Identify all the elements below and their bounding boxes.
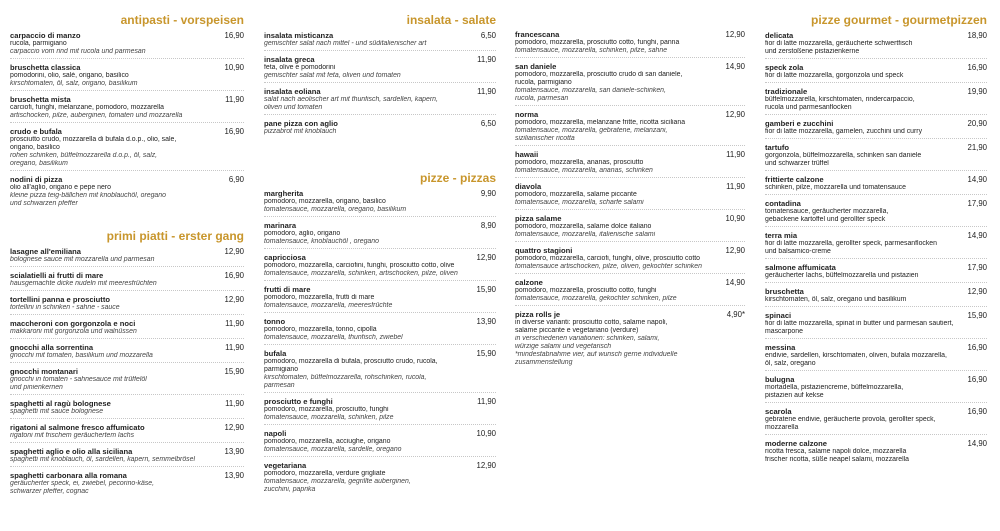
menu-item xyxy=(515,278,745,306)
menu-item xyxy=(765,175,987,195)
menu-item xyxy=(515,62,745,106)
dish-description: pomodoro, mozzarella, prosciutto cotto, funghi xyxy=(515,287,657,294)
dish-description: pomodoro, mozzarella, carciofi, funghi, olive, prosciutto cotto xyxy=(515,255,700,262)
dish-name: capricciosa xyxy=(264,253,306,262)
dish-name: diavola xyxy=(515,182,542,191)
dish-price: 16,90 xyxy=(967,375,987,384)
dish-price: 4,90* xyxy=(726,310,745,319)
dish-description: schinken, pilze, mozzarella und tomatensauce xyxy=(765,184,906,191)
menu-item xyxy=(515,246,745,274)
dish-price: 13,90 xyxy=(476,317,496,326)
dish-price: 11,90 xyxy=(477,55,496,64)
dish-translation: parmesan xyxy=(264,382,295,389)
dish-name: spaghetti al ragù bolognese xyxy=(10,399,111,408)
menu-item xyxy=(765,407,987,435)
dish-translation: spaghetti mit sauce bolognese xyxy=(10,408,104,415)
dish-price: 6,50 xyxy=(480,31,496,40)
dish-translation: tomatensauce, mozzarella, italienische salami xyxy=(515,231,656,238)
dish-name: maccheroni con gorgonzola e noci xyxy=(10,319,136,328)
dish-price: 12,90 xyxy=(725,246,745,255)
dish-translation: gemischter salat mit feta, oliven und tomaten xyxy=(264,72,401,79)
dish-price: 16,90 xyxy=(224,127,244,136)
dish-description: gebackene kartoffel und gerollter speck xyxy=(765,216,886,223)
menu-section xyxy=(264,14,496,142)
dish-description: fior di latte mozzarella, gorgonzola und speck xyxy=(765,72,904,79)
menu-item xyxy=(10,127,244,171)
dish-description: fior di latte mozzarella, gerollter speck, parmesanflocken xyxy=(765,240,937,247)
dish-price: 20,90 xyxy=(967,119,987,128)
dish-description: pomodoro, mozzarella, acciughe, origano xyxy=(264,438,391,445)
menu-item xyxy=(264,461,496,496)
dish-name: pizza salame xyxy=(515,214,562,223)
dish-description: feta, olive e pomodorini xyxy=(264,64,336,71)
dish-description: öl, salz, oregano xyxy=(765,360,816,367)
dish-price: 16,90 xyxy=(967,343,987,352)
dish-description: büffelmozzarella, kirschtomaten, rindercarpaccio, xyxy=(765,96,915,103)
dish-price: 21,90 xyxy=(967,143,987,152)
dish-name: insalata eoliana xyxy=(264,87,321,96)
dish-price: 12,90 xyxy=(967,287,987,296)
dish-name: rigatoni al salmone fresco affumicato xyxy=(10,423,145,432)
dish-translation: tomatensauce, mozzarella, gebratene, melanzani, xyxy=(515,127,668,134)
dish-name: pane pizza con aglio xyxy=(264,119,338,128)
dish-translation: tomatensauce, mozzarella, oregano, basilikum xyxy=(264,206,407,213)
dish-price: 12,90 xyxy=(224,247,244,256)
dish-name: carpaccio di manzo xyxy=(10,31,81,40)
dish-name: scialatielli ai frutti di mare xyxy=(10,271,104,280)
dish-price: 13,90 xyxy=(224,447,244,456)
dish-description: carciofi, funghi, melanzane, pomodoro, mozzarella xyxy=(10,104,164,111)
dish-name: tartufo xyxy=(765,143,790,152)
dish-translation: in verschiedenen variationen: schinken, salami, xyxy=(515,335,660,342)
dish-name: crudo e bufala xyxy=(10,127,62,136)
dish-translation: zucchini, paprika xyxy=(264,486,316,493)
dish-description: pomodoro, mozzarella, verdure grigliate xyxy=(264,470,386,477)
dish-name: spinaci xyxy=(765,311,792,320)
dish-name: gnocchi alla sorrentina xyxy=(10,343,94,352)
dish-price: 12,90 xyxy=(725,30,745,39)
dish-name: insalata misticanza xyxy=(264,31,334,40)
dish-name: lasagne all'emiliana xyxy=(10,247,82,256)
dish-description: geräucherter lachs, büffelmozzarella und pistazien xyxy=(765,272,919,279)
dish-name: calzone xyxy=(515,278,543,287)
dish-name: francescana xyxy=(515,30,560,39)
dish-description: mascarpone xyxy=(765,328,803,335)
menu-item xyxy=(765,375,987,403)
section-title: primi piatti - erster gang xyxy=(106,229,244,243)
menu-item xyxy=(765,143,987,171)
dish-translation: oregano, basilikum xyxy=(10,160,68,167)
dish-translation: geräucherter speck, ei, zwiebel, pecorino-käse, xyxy=(10,480,155,487)
dish-translation: tomatensauce, mozzarella, ananas, schinken xyxy=(515,167,653,174)
dish-name: bulugna xyxy=(765,375,795,384)
dish-price: 16,90 xyxy=(967,63,987,72)
dish-description: pomodoro, mozzarella, prosciutto cotto, funghi, panna xyxy=(515,39,680,46)
dish-description: olio all'aglio, origano e pepe nero xyxy=(10,184,111,191)
dish-translation: carpaccio vom rind mit rucola und parmesan xyxy=(10,48,146,55)
dish-translation: salat nach aeolischer art mit thunfisch, sardellen, kapern, xyxy=(264,96,438,103)
dish-description: salame piccante e vegetariano (verdure) xyxy=(515,327,639,334)
dish-price: 14,90 xyxy=(967,231,987,240)
dish-translation: tomatensauce, mozzarella, meeresfrüchte xyxy=(264,302,393,309)
section-title: pizze gourmet - gourmetpizzen xyxy=(810,13,987,27)
dish-description: origano, basilico xyxy=(10,144,60,151)
dish-name: moderne calzone xyxy=(765,439,828,448)
dish-price: 10,90 xyxy=(725,214,745,223)
menu-section xyxy=(10,14,244,214)
menu-item xyxy=(515,30,745,58)
menu-item xyxy=(515,310,745,369)
menu-item xyxy=(10,247,244,267)
dish-name: tradizionale xyxy=(765,87,808,96)
menu-item xyxy=(10,95,244,123)
menu-item xyxy=(765,119,987,139)
dish-name: norma xyxy=(515,110,539,119)
dish-description: prosciutto crudo, mozzarella di bufala d.o.p., olio, sale, xyxy=(10,136,177,143)
dish-price: 15,90 xyxy=(967,311,987,320)
dish-name: gnocchi montanari xyxy=(10,367,78,376)
dish-translation: bolognese sauce mit mozzarella und parmesan xyxy=(10,256,155,263)
dish-price: 11,90 xyxy=(477,87,496,96)
dish-translation: kirschtomaten, büffelmozzarella, rohschinken, rucola, xyxy=(264,374,427,381)
dish-description: pomodoro, mozzarella, origano, basilico xyxy=(264,198,386,205)
dish-translation: und schwarzen pfeffer xyxy=(10,200,78,207)
dish-description: rucola, parmigiano xyxy=(10,40,67,47)
dish-price: 11,90 xyxy=(225,399,244,408)
menu-item xyxy=(10,423,244,443)
dish-translation: tomatensauce, mozzarella, thunfisch, zwiebel xyxy=(264,334,403,341)
dish-description: fior di latte mozzarella, spinat in butter und parmesan sautiert, xyxy=(765,320,954,327)
dish-translation: spaghetti mit knoblauch, öl, sardellen, kapern, semmelbrösel xyxy=(10,456,195,463)
dish-description: tomatensauce, geräucherter mozzarella, xyxy=(765,208,889,215)
menu-item xyxy=(765,231,987,259)
dish-translation: gemischter salat nach mittel - und süditalienischer art xyxy=(264,40,427,47)
dish-name: napoli xyxy=(264,429,287,438)
dish-translation: hausgemachte dicke nudeln mit meeresfrüchten xyxy=(10,280,157,287)
dish-description: und balsamico-creme xyxy=(765,248,831,255)
dish-description: mortadella, pistaziencreme, büffelmozzarella, xyxy=(765,384,904,391)
menu-item xyxy=(765,263,987,283)
dish-translation: sizilianischer ricotta xyxy=(515,135,575,142)
dish-name: vegetariana xyxy=(264,461,307,470)
menu-item xyxy=(515,110,745,146)
dish-name: bruschetta xyxy=(765,287,804,296)
menu-item xyxy=(765,287,987,307)
dish-price: 15,90 xyxy=(476,349,496,358)
dish-description: gebratene endivie, geräucherte provola, gerollter speck, xyxy=(765,416,936,423)
dish-name: scarola xyxy=(765,407,792,416)
dish-translation: tomatensauce, mozzarella, gekochter schinken, pilze xyxy=(515,295,677,302)
dish-description: pomodorini, olio, salé, origano, basilico xyxy=(10,72,129,79)
dish-name: tortellini panna e prosciutto xyxy=(10,295,110,304)
menu-item xyxy=(264,119,496,138)
dish-description: fior di latte mozzarella, garnelen, zucchini und curry xyxy=(765,128,923,135)
dish-translation: *mindestabnahme vier, auf wunsch gerne individuelle xyxy=(515,351,678,358)
menu-item xyxy=(515,214,745,242)
dish-translation: artischocken, pilze, auberginen, tomaten und mozzarella xyxy=(10,112,183,119)
menu-item xyxy=(264,317,496,345)
section-title: insalata - salate xyxy=(406,13,496,27)
dish-translation: tomatensauce, mozzarella, gegrillte auberginen, xyxy=(264,478,411,485)
dish-translation: tortellini in schinken - sahne - sauce xyxy=(10,304,120,311)
dish-price: 12,90 xyxy=(476,253,496,262)
dish-name: bufala xyxy=(264,349,287,358)
dish-name: spaghetti aglio e olio alla siciliana xyxy=(10,447,133,456)
dish-price: 12,90 xyxy=(224,295,244,304)
menu-item xyxy=(264,221,496,249)
menu-item xyxy=(10,31,244,59)
dish-name: messina xyxy=(765,343,796,352)
dish-price: 9,90 xyxy=(480,189,496,198)
dish-price: 6,90 xyxy=(228,175,244,184)
menu-item xyxy=(10,295,244,315)
menu-section xyxy=(765,14,987,470)
dish-translation: gnocchi in tomaten - sahnesauce mit trüffelöl xyxy=(10,376,147,383)
dish-description: und zerstoßene pistazienkerne xyxy=(765,48,860,55)
dish-translation: kleine pizza teig-bällchen mit knoblauchöl, oregano xyxy=(10,192,166,199)
dish-name: bruschetta mista xyxy=(10,95,71,104)
dish-price: 11,90 xyxy=(225,343,244,352)
dish-description: pomodoro, mozzarella, tonno, cipolla xyxy=(264,326,377,333)
dish-price: 14,90 xyxy=(967,439,987,448)
dish-name: pizza rolls je xyxy=(515,310,561,319)
dish-name: delicata xyxy=(765,31,794,40)
dish-name: hawaii xyxy=(515,150,539,159)
dish-price: 16,90 xyxy=(224,31,244,40)
dish-name: salmone affumicata xyxy=(765,263,836,272)
dish-translation: tomatensauce, mozzarella, schinken, pilze, sahne xyxy=(515,47,668,54)
dish-translation: tomatensauce, mozzarella, schinken, pilze xyxy=(264,414,394,421)
dish-translation: und pinienkernen xyxy=(10,384,63,391)
dish-name: marinara xyxy=(264,221,297,230)
dish-name: nodini di pizza xyxy=(10,175,63,184)
dish-name: prosciutto e funghi xyxy=(264,397,333,406)
dish-price: 15,90 xyxy=(476,285,496,294)
dish-translation: zusammenstellung xyxy=(515,359,573,366)
dish-price: 8,90 xyxy=(480,221,496,230)
dish-translation: würzige salami und vegetarisch xyxy=(515,343,612,350)
dish-name: quattro stagioni xyxy=(515,246,573,255)
menu-item xyxy=(264,189,496,217)
dish-name: gamberi e zucchini xyxy=(765,119,834,128)
menu-item xyxy=(515,150,745,178)
menu-item xyxy=(765,87,987,115)
dish-price: 12,90 xyxy=(476,461,496,470)
dish-description: in diverse varianti: prosciutto cotto, salame napoli, xyxy=(515,319,668,326)
dish-price: 11,90 xyxy=(726,182,745,191)
section-title: antipasti - vorspeisen xyxy=(120,13,244,27)
dish-translation: tomatensauce, mozzarella, scharfe salami xyxy=(515,199,644,206)
dish-description: pomodoro, mozzarella, salame piccante xyxy=(515,191,637,198)
dish-description: parmigiano xyxy=(264,366,299,373)
dish-translation: tomatensauce artischocken, pilze, oliven, gekochter schinken xyxy=(515,263,702,270)
dish-translation: schwarzer pfeffer, cognac xyxy=(10,488,89,495)
dish-name: tonno xyxy=(264,317,286,326)
dish-price: 11,90 xyxy=(225,319,244,328)
dish-description: pomodoro, mozzarella, frutti di mare xyxy=(264,294,375,301)
menu-item xyxy=(264,87,496,115)
dish-name: bruschetta classica xyxy=(10,63,81,72)
menu-item xyxy=(10,447,244,467)
menu-item xyxy=(765,343,987,371)
dish-translation: kirschtomaten, öl, salz, origano, basilikum xyxy=(10,80,138,87)
menu-item xyxy=(515,182,745,210)
dish-translation: pizzabrot mit knoblauch xyxy=(264,128,337,135)
menu-item xyxy=(10,399,244,419)
dish-description: kirschtomaten, öl, salz, oregano und basilikum xyxy=(765,296,907,303)
dish-translation: rucola, parmesan xyxy=(515,95,569,102)
dish-price: 12,90 xyxy=(224,423,244,432)
dish-price: 15,90 xyxy=(224,367,244,376)
menu-item xyxy=(264,31,496,51)
dish-name: terra mia xyxy=(765,231,798,240)
dish-price: 10,90 xyxy=(476,429,496,438)
dish-price: 17,90 xyxy=(967,263,987,272)
menu-item xyxy=(765,439,987,466)
menu-section xyxy=(264,172,496,500)
dish-price: 19,90 xyxy=(967,87,987,96)
menu-item xyxy=(10,343,244,363)
dish-price: 6,50 xyxy=(480,119,496,128)
dish-description: pomodoro, mozzarella di bufala, prosciutto crudo, rucola, xyxy=(264,358,438,365)
menu-item xyxy=(10,471,244,498)
dish-description: pomodoro, mozzarella, prosciutto crudo di san daniele, xyxy=(515,71,683,78)
dish-price: 16,90 xyxy=(224,271,244,280)
menu-item xyxy=(10,175,244,210)
dish-name: insalata greca xyxy=(264,55,315,64)
dish-description: rucola, parmigiano xyxy=(515,79,572,86)
dish-description: pomodoro, mozzarella, prosciutto, funghi xyxy=(264,406,389,413)
dish-description: pomodoro, mozzarella, melanzane fritte, ricotta siciliana xyxy=(515,119,686,126)
dish-price: 10,90 xyxy=(224,63,244,72)
dish-translation: tomatensauce, mozzarella, san daniele-schinken, xyxy=(515,87,666,94)
dish-description: pomodoro, mozzarella, carciofini, funghi, prosciutto cotto, olive xyxy=(264,262,455,269)
menu-item xyxy=(10,63,244,91)
dish-price: 14,90 xyxy=(725,278,745,287)
dish-name: contadina xyxy=(765,199,801,208)
dish-description: pistazien auf kekse xyxy=(765,392,824,399)
dish-name: spaghetti carbonara alla romana xyxy=(10,471,127,480)
dish-translation: oliven und tomaten xyxy=(264,104,323,111)
dish-description: pomodoro, aglio, origano xyxy=(264,230,341,237)
menu-item xyxy=(264,285,496,313)
menu-item xyxy=(10,367,244,395)
dish-price: 11,90 xyxy=(726,150,745,159)
dish-name: frutti di mare xyxy=(264,285,311,294)
dish-price: 14,90 xyxy=(967,175,987,184)
menu-section xyxy=(10,230,244,502)
dish-translation: tomatensauce, knoblauchöl , oregano xyxy=(264,238,379,245)
dish-description: pomodoro, mozzarella, ananas, prosciutto xyxy=(515,159,644,166)
dish-description: pomodoro, mozzarella, salame dolce italiano xyxy=(515,223,652,230)
dish-name: frittierte calzone xyxy=(765,175,824,184)
dish-translation: rigatoni mit frischem geräuchertem lachs xyxy=(10,432,135,439)
dish-translation: tomatensauce, mozzarella, schinken, artischocken, pilze, oliven xyxy=(264,270,458,277)
dish-description: und schwarzer trüffel xyxy=(765,160,829,167)
menu-item xyxy=(264,349,496,393)
menu-item xyxy=(10,319,244,339)
menu-section xyxy=(515,30,745,373)
menu-item xyxy=(765,31,987,59)
dish-description: rucola und parmesanflocken xyxy=(765,104,852,111)
dish-price: 18,90 xyxy=(967,31,987,40)
dish-price: 11,90 xyxy=(477,397,496,406)
dish-name: speck zola xyxy=(765,63,804,72)
dish-description: endivie, sardellen, kirschtomaten, oliven, bufala mozzarella, xyxy=(765,352,947,359)
dish-price: 11,90 xyxy=(225,95,244,104)
dish-name: san daniele xyxy=(515,62,557,71)
dish-description: gorgonzola, büffelmozzarella, schinken san daniele xyxy=(765,152,922,159)
menu-item xyxy=(765,199,987,227)
dish-description: fior di latte mozzarella, geräucherte schwertfisch xyxy=(765,40,913,47)
section-title: pizze - pizzas xyxy=(419,171,496,185)
dish-translation: rohen schinken, büffelmozzarella d.o.p., öl, salz, xyxy=(10,152,158,159)
dish-price: 14,90 xyxy=(725,62,745,71)
dish-price: 13,90 xyxy=(224,471,244,480)
menu-item xyxy=(765,63,987,83)
dish-price: 12,90 xyxy=(725,110,745,119)
menu-item xyxy=(10,271,244,291)
menu-item xyxy=(264,55,496,83)
dish-description: frischer ricotta, süße neapel salami, mozzarella xyxy=(765,456,909,463)
dish-translation: tomatensauce, mozzarella, sardelle, oregano xyxy=(264,446,402,453)
dish-description: mozzarella xyxy=(765,424,799,431)
dish-description: ricotta fresca, salame napoli dolce, mozzarella xyxy=(765,448,907,455)
dish-name: margherita xyxy=(264,189,304,198)
menu-item xyxy=(765,311,987,339)
menu-item xyxy=(264,253,496,281)
dish-translation: gnocchi mit tomaten, basilikum und mozzarella xyxy=(10,352,153,359)
dish-price: 16,90 xyxy=(967,407,987,416)
menu-item xyxy=(264,397,496,425)
dish-price: 17,90 xyxy=(967,199,987,208)
dish-translation: makkaroni mit gorgonzola und walnüssen xyxy=(10,328,137,335)
menu-item xyxy=(264,429,496,457)
